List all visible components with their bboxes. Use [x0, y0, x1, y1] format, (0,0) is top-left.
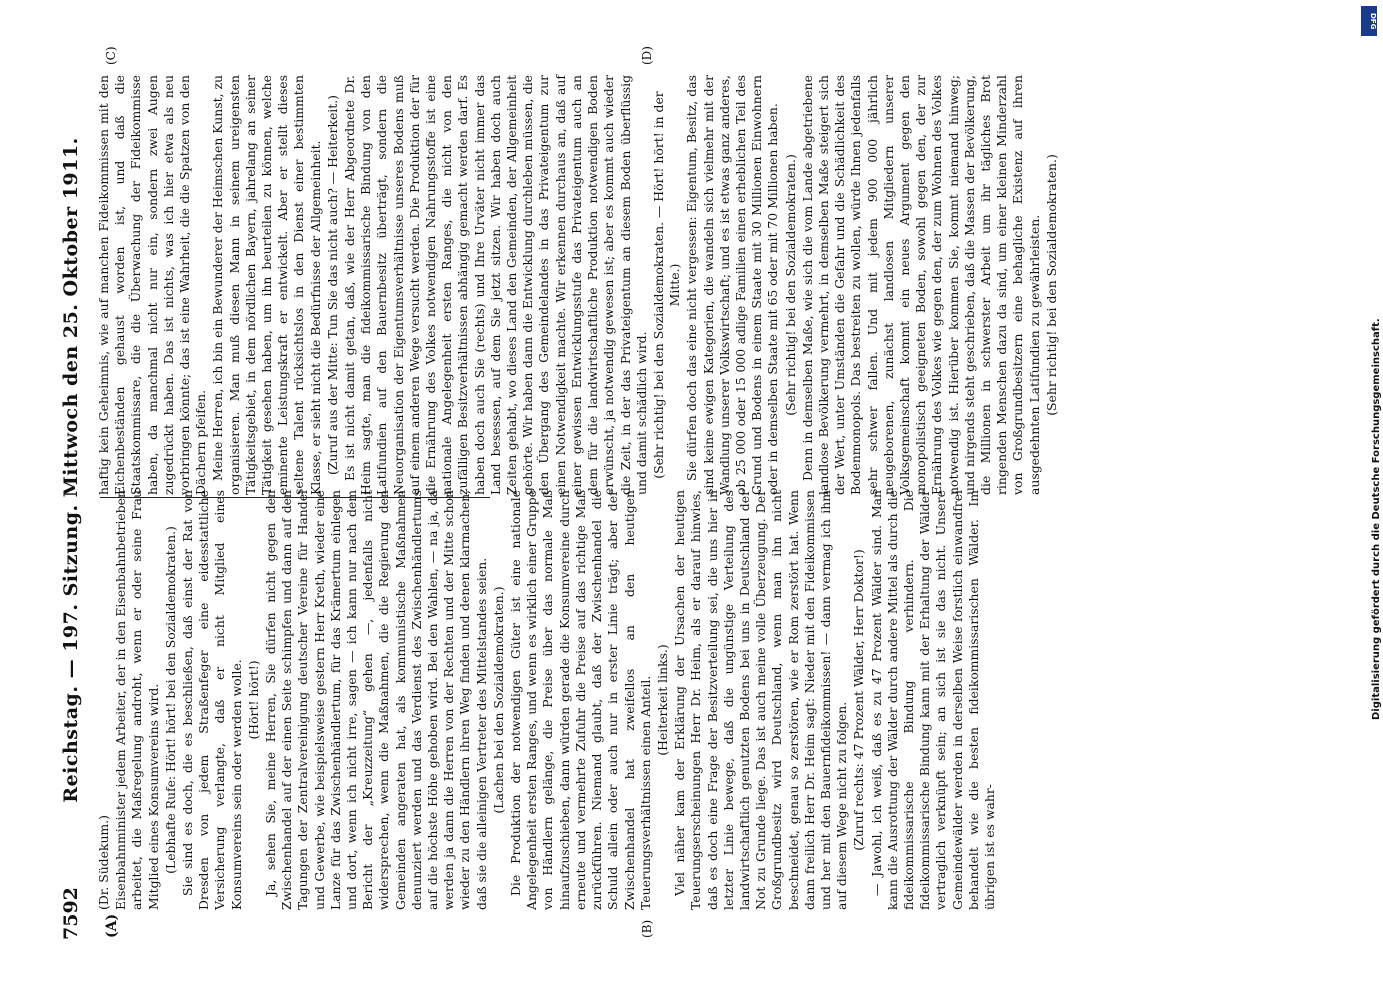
interjection: (Lachen bei den Sozialdemokraten.) — [490, 586, 506, 814]
digitization-note-text: Digitalisierung gefördert durch die Deutsche Forschungsgemeinschaft. — [1371, 318, 1382, 720]
paragraph: Meine Herren, ich bin ein Bewunderer der Heimschen Kunst, zu organisieren. Man muß diesen Mann in seinem ureigensten Tätigkeitsgebiet, in dem nördlichen Bayern, jahrelang an seiner Tätigkeit gesehen haben, um ihn beurteilen zu können, welche eminente Leistungskraft er entwickelt. Aber er stellt dieses seltene Talent rücksichtslos in den Dienst einer bestimmten Klasse, er sieht nicht die Bedürfnisse der Allgemeinheit. — [210, 75, 323, 495]
interjection: (Heiterkeit links.) — [654, 644, 670, 756]
digitization-note — [1349, 0, 1382, 1000]
paragraph: — Jawohl, ich weiß, daß es zu 47 Prozent Wälder sind. Man kann die Ausrottung der Wälder durch andere Mittel als durch die fideikommissarische Bindung verhindern. Die fideikommissarische Bindung kann mit der Erhaltung der Wälder vertraglich verknüpft sein; an sich ist sie das nicht. Unsere Gemeindewälder werden in derselben Weise forstlich einwandfrei behandelt wie die besten fideikommissarischen Wälder. Im übrigen ist es wahr- — [868, 490, 997, 910]
column-divider — [100, 497, 490, 498]
paragraph: Die Produktion der notwendigen Güter ist eine nationale Angelegenheit ersten Ranges, und wenn es wirklich einer Gruppe von Händlern gelänge, die Preise über das normale Maß hinaufzuschieben, dann würden gerade die Konsumvereine durch erneute und vermehrte Zufuhr die Preise auf das richtige Maß zurückführen. Niemand glaubt, daß der Zwischenhandel die Schuld allein oder auch nur in erster Linie trägt; aber der Zwischenhandel hat zweifellos an den heutigen Teuerungsverhältnissen einen Anteil. — [508, 490, 653, 910]
margin-marker-d: (D) — [640, 46, 654, 65]
paragraph: haftig kein Geheimnis, wie auf manchen Fideikommissen mit den Eichenbeständen gehaust worden ist, und daß die Staatskommissare, die die Überwachung der Fideikommisse haben, da manchmal nicht nur ein, sondern zwei Augen zugedrückt haben. Das ist nichts, was ich hier etwa als neu vorbringen könnte; das ist eine Wahrheit, die die Spatzen von den Dächern pfeifen. — [96, 75, 209, 495]
paragraph: Es ist nicht damit getan, daß, wie der Herr Abgeordnete Dr. Heim sagte, man die fideikommissarische Bindung von den Latifundien auf den Bauernbesitz überträgt, sondern die Neuorganisation der Eigentumsverhältnisse unseres Bodens muß auf einem anderen Wege versucht werden. Die Produktion der für die Ernährung des Volkes notwendigen Nahrungsstoffe ist eine nationale Angelegenheit ersten Ranges, die nicht von den zufälligen Besitzverhältnissen abhängig gemacht werden darf. Es haben doch auch Sie (rechts) und Ihre Urväter nicht immer das Land besessen, auf dem Sie jetzt sitzen. Wir haben doch auch Zeiten gehabt, wo dieses Land den Gemeinden, der Allgemeinheit gehörte. Wir haben dann die Entwicklung durchleben müssen, die den Übergang des Gemeindelandes in das Privateigentum zur einen Notwendigkeit machte. Wir erkennen durchaus an, daß auf einer gewissen Entwicklungsstufe das Privateigentum auch an dem für die landwirtschaftliche Produktion notwendigen Boden erwünscht, ja notwendig gewesen ist; aber es kommt auch wieder die Zeit, in der das Privateigentum an diesem Boden überflüssig und damit schädlich wird. — [342, 75, 649, 495]
paragraph: Eisenbahnminister jedem Arbeiter, der in den Eisenbahnbetrieben arbeitet, die Maßregelung androht, wenn er oder seine Frau Mitglied eines Konsumvereins wird. — [113, 490, 161, 910]
paragraph: Denn in demselben Maße, wie sich die vom Lande abgetriebene landlose Bevölkerung vermehrt, in demselben Maße steigert sich der Wert, unter Umständen die Gefahr und die Schädlichkeit des Bodenmonopols. Das bestreiten zu wollen, würde Ihnen jedenfalls sehr schwer fallen. Und mit jedem 900 000 jährlich neugeborenen, zunächst landlosen Mitgliedern unserer Volksgemeinschaft kommt ein neues Argument gegen den monopolistisch geeigneten Boden, sowohl gegen den, der zur Ernährung des Volkes wie gegen den, der zum Wohnen des Volkes notwendig ist. Hierüber kommen Sie, kommt niemand hinweg; und nirgends steht geschrieben, daß die Massen der Bevölkerung, die Millionen in schwerster Arbeit um ihr tägliches Brot ringenden Menschen dazu da sind, um einer kleinen Minderzahl von Großgrundbesitzern eine behagliche Existenz auf ihren ausgedehnten Latifundien zu gewährleisten. — [799, 75, 1042, 495]
interjection: (Zuruf aus der Mitte: Tun Sie das nicht auch? — Heiterkeit.) — [324, 94, 340, 476]
paragraph: Ja, sehen Sie, meine Herren, Sie dürfen nicht gegen den Zwischenhandel auf der einen Seite schimpfen und dann auf den Tagungen der Zentralvereinigung deutscher Vereine für Handel und Gewerbe, wie beispielsweise gestern Herr Kreth, wieder eine Lanze für das Zwischenhändlertum, für das Krämertum einlegen und dort, wenn ich nicht irre, sagen — ich kann nur nach dem Bericht der „Kreuzzeitung“ gehen —, jedenfalls nicht widersprechen, wenn die Maßnahmen, die die Regierung den Gemeinden angeraten hat, als kommunistische Maßnahmen denunziert werden und das Verdienst des Zwischenhändlertums auf die höchste Höhe gehoben wird. Bei den Wahlen, — na ja, da werden ja dann die Herren von der Rechten und der Mitte schon wieder zu den Händlern ihren Weg finden und denen klarmachen, daß sie die alleinigen Vertreter des Mittelstandes seien. — [263, 490, 489, 910]
margin-marker-c: (C) — [104, 46, 118, 65]
interjection: (Sehr richtig! bei den Sozialdemokraten.) — [782, 154, 798, 416]
interjection: (Zuruf rechts: 47 Prozent Wälder, Herr Doktor!) — [851, 549, 867, 851]
paragraph: Sie dürfen doch das eine nicht vergessen: Eigentum, Besitz, das sind keine ewigen Kategorien, die wandeln sich vielmehr mit der Wandlung unserer Volkswirtschaft; und es ist etwas ganz anderes, ob 25 000 oder 15 000 adlige Familien einen erheblichen Teil des Grund und Bodens in einem Staate mit 30 Millionen Einwohnern oder in demselben Staate mit 65 oder mit 70 Millionen haben. — [684, 75, 781, 495]
right-column — [96, 75, 1061, 495]
page-header — [58, 60, 88, 940]
page-title: Reichstag. — 197. Sitzung. Mittwoch den 25. Oktober 1911. — [60, 137, 82, 803]
interjection: (Hört! hört!) — [245, 660, 261, 740]
interjection: (Sehr richtig! bei den Sozialdemokraten. — Hört! hört! in der Mitte.) — [650, 91, 683, 479]
paragraph: (Dr. Südekum.) — [96, 815, 111, 910]
paragraph: Viel näher kam der Erklärung der Ursachen der heutigen Teuerungserscheinungen Herr Dr. Heim, als er darauf hinwies, daß es doch eine Frage der Besitzverteilung sei, die uns hier in letzter Linie bewege, daß die ungünstige Verteilung des landwirtschaftlich genutzten Bodens bei uns in Deutschland der Not zu Grunde liege. Das ist auch meine volle Überzeugung. Der Großgrundbesitz wird Deutschland, wenn man ihn nicht beschneidet, genau so zerstören, wie er Rom zerstört hat. Wenn dann freilich Herr Dr. Heim sagt: Nieder mit den Fideikommissen und her mit den Bauernfideikommissen! — dann vermag ich ihm auf diesem Wege nicht zu folgen. — [672, 490, 850, 910]
interjection: (Lebhafte Rufe: Hört! hört! bei den Sozialdemokraten.) — [162, 526, 178, 874]
interjection: (Sehr richtig! bei den Sozialdemokraten.) — [1043, 154, 1059, 416]
left-column — [96, 490, 999, 910]
page-number: 7592 — [60, 887, 82, 940]
paragraph: Sie sind es doch, die es beschließen, daß einst der Rat von Dresden von jedem Straßenfeger eine eidesstattliche Versicherung verlangte, daß er nicht Mitglied eines Konsumvereins sein oder werden wolle. — [180, 490, 244, 910]
margin-marker-b: (B) — [640, 919, 654, 938]
dfg-logo: DFG — [1361, 6, 1377, 36]
margin-marker-a: (A) — [104, 913, 120, 938]
